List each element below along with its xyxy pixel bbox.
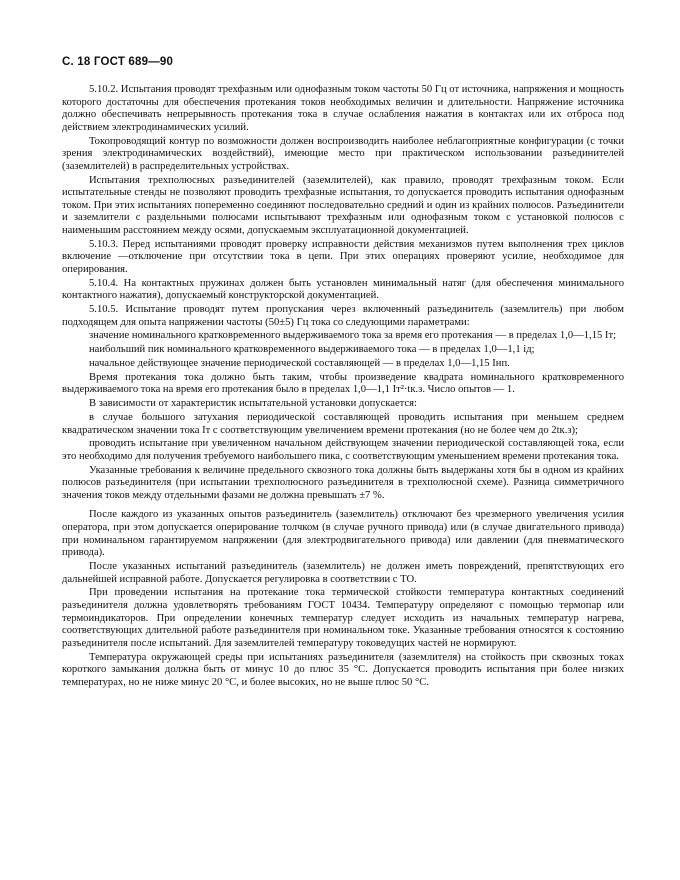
paragraph: в случае большого затухания периодической составляющей проводить испытания при меньшем среднем квадратическом значении тока Iт с соответствующим увеличением времени протекания (но не более чем до 2tк.з); [62,411,624,436]
page-header: С. 18 ГОСТ 689—90 [62,56,174,68]
paragraph: 5.10.4. На контактных пружинах должен быть установлен минимальный натяг (для обеспечения минимального контактного нажатия), допускаемый конструкторской документацией. [62,277,624,302]
paragraph: проводить испытание при увеличенном начальном действующем значении периодической составляющей тока, если это необходимо для получения требуемого наибольшего пика, с соответствующим уменьшением времени протекания тока. [62,438,624,462]
paragraph: Токопроводящий контур по возможности должен воспроизводить наиболее неблагоприятные конфигурации (с точки зрения электродинамических воздействий), имеющие место при практическом использовании разъединителей (заземлителей) в распределительных устройствах. [62,135,624,172]
paragraph: При проведении испытания на протекание тока термической стойкости температура контактных соединений разъединителя должна удовлетворять требованиям ГОСТ 10434. Температуру определяют с помощью термопар или термоиндикаторов. При определении конечных температур следует исходить из начальных температур нагрева, соответствующих длительной работе разъединителя при номинальном токе. Указанные требования относятся к состоянию разъединителя после испытаний. Для заземлителей температуру токоведущих частей не нормируют. [62,587,624,649]
paragraph: Испытания трехполюсных разъединителей (заземлителей), как правило, проводят трехфазным током. Если испытательные стенды не позволяют проводить трехфазные испытания, то допускается проводить испытания однофазным током. При этих испытаниях попеременно соединяют последовательно средний и один из крайних полюсов. Разъединители и заземлители с раздельными полюсами испытывают трехфазным или однофазным током с установкой полюсов с наименьшим расстоянием между осями, допускаемым эксплуатационной документацией. [62,174,624,236]
paragraph: Время протекания тока должно быть таким, чтобы произведение квадрата номинального кратковременного выдерживаемого тока на время его протекания было в пределах 1,0—1,1 Iт²·tк.з. Число опытов — 1. [62,371,624,396]
paragraph: 5.10.3. Перед испытаниями проводят проверку исправности действия механизмов путем выполнения трех циклов включение —отключение при отсутствии тока в цепи. При этих операциях проверяют усилие, необходимое для оперирования. [62,238,624,275]
paragraph: В зависимости от характеристик испытательной установки допускается: [89,398,417,410]
paragraph: 5.10.5. Испытание проводят путем пропускания через включенный разъединитель (заземлитель) при любом подходящем для опыта напряжении частоты (50±5) Гц тока со следующими параметрами: [62,304,624,328]
paragraph: начальное действующее значение периодической составляющей — в пределах 1,0—1,15 Iнп. [89,357,510,369]
paragraph: значение номинального кратковременного выдерживаемого тока за время его протекания — в пределах 1,0—1,15 Iт; [89,330,617,342]
paragraph: Температура окружающей среды при испытаниях разъединителя (заземлителя) на стойкость при сквозных токах короткого замыкания должна быть от минус 10 до плюс 35 °С. Допускается проводить испытания при более низких температурах, но не ниже минус 20 °С, и более высоких, но не выше плюс 50 °С. [62,651,624,688]
paragraph: 5.10.2. Испытания проводят трехфазным или однофазным током частоты 50 Гц от источника, напряжения и мощность которого достаточны для обеспечения протекания токов необходимых величин и длительности. Напряжение источника должно обеспечивать непрерывность протекания тока в случае ослабления нажатия в контактах или их отброса под действием электродинамических усилий. [62,84,624,133]
paragraph: После каждого из указанных опытов разъединитель (заземлитель) отключают без чрезмерного увеличения усилия оператора, при этом допускается оперирование толчком (в случае ручного привода) или (в случае двигательного привода) при номинальном гарантируемом напряжении (для электродвигательного привода) или давлении (для пневматического привода). [62,509,624,559]
paragraph: Указанные требования к величине предельного сквозного тока должны быть выдержаны хотя бы в одном из крайних полюсов разъединителя (при испытании трехполюсного разъединителя в трехполюсной схеме). Разница симметричного значения токов между отдельными фазами не должна превышать ±7 %. [62,464,624,501]
paragraph: После указанных испытаний разъединитель (заземлитель) не должен иметь повреждений, препятствующих его дальнейшей исправной работе. Допускается регулировка в соответствии с ТО. [62,561,624,585]
paragraph: наибольший пик номинального кратковременного выдерживаемого тока — в пределах 1,0—1,1 iд; [89,344,535,356]
document-body [62,84,624,691]
